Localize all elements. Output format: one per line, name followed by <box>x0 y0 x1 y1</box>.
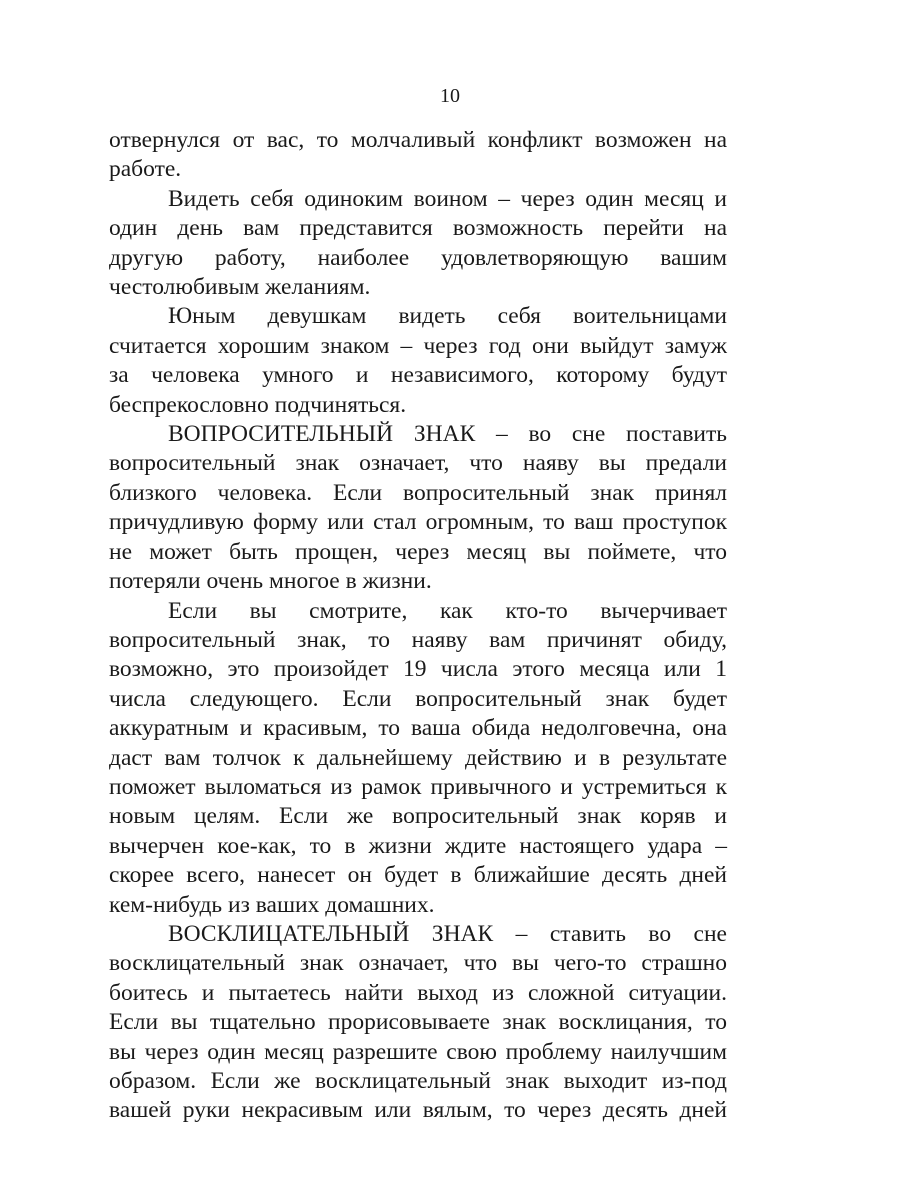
text-line: Если вы смотрите, как кто-то вычерчивает <box>168 597 727 624</box>
text-line: потеряли очень многое в жизни. <box>109 568 432 595</box>
paragraph-entry-question-mark <box>109 420 727 596</box>
text-line: ВОСКЛИЦАТЕЛЬНЫЙ ЗНАК – ставить во сне <box>168 920 727 947</box>
text-line: работе. <box>109 156 182 183</box>
text-line: причудливую форму или стал огромным, то ваш проступок <box>109 509 727 536</box>
text-line: аккуратным и красивым, то ваша обида недолговечна, она <box>109 715 727 742</box>
text-line: вопросительный знак означает, что наяву вы предали <box>109 450 727 477</box>
paragraph <box>109 185 727 303</box>
text-line: восклицательный знак означает, что вы чего-то страшно <box>109 950 727 977</box>
page-body-text <box>109 126 727 1126</box>
paragraph-entry-exclamation-mark <box>109 920 727 1126</box>
text-line: возможно, это произойдет 19 числа этого месяца или 1 <box>109 656 727 683</box>
text-line: не может быть прощен, через месяц вы поймете, что <box>109 538 727 565</box>
text-line: образом. Если же восклицательный знак выходит из-под <box>109 1068 727 1094</box>
text-line: боитесь и пытаетесь найти выход из сложной ситуации. <box>109 979 727 1006</box>
text-line: один день вам представится возможность перейти на <box>109 215 727 242</box>
text-line: считается хорошим знаком – через год они выйдут замуж <box>109 332 727 359</box>
text-line: вычерчен кое-как, то в жизни ждите настоящего удара – <box>109 832 727 859</box>
text-line: Если вы тщательно прорисовываете знак восклицания, то <box>109 1009 727 1036</box>
text-line: вы через один месяц разрешите свою проблему наилучшим <box>109 1038 727 1065</box>
paragraph <box>109 126 727 185</box>
text-line: числа следующего. Если вопросительный знак будет <box>109 685 727 712</box>
text-line: ВОПРОСИТЕЛЬНЫЙ ЗНАК – во сне поставить <box>168 421 727 448</box>
text-line: близкого человека. Если вопросительный знак принял <box>109 479 727 506</box>
text-line: за человека умного и независимого, которому будут <box>109 362 727 389</box>
paragraph <box>109 597 727 920</box>
text-line: кем-нибудь из ваших домашних. <box>109 891 435 918</box>
text-line: другую работу, наиболее удовлетворяющую вашим <box>109 244 727 271</box>
text-line: вашей руки некрасивым или вялым, то через десять дней <box>109 1097 727 1124</box>
text-line: Видеть себя одиноким воином – через один месяц и <box>168 185 727 212</box>
text-line: скорее всего, нанесет он будет в ближайшие десять дней <box>109 862 727 889</box>
text-line: даст вам толчок к дальнейшему действию и в результате <box>109 744 727 771</box>
text-line: Юным девушкам видеть себя воительницами <box>168 303 727 330</box>
text-line: вопросительный знак, то наяву вам причинят обиду, <box>109 626 727 653</box>
text-line: отвернулся от вас, то молчаливый конфликт возможен на <box>109 127 727 153</box>
text-line: поможет выломаться из рамок привычного и устремиться к <box>109 773 727 800</box>
text-line: новым целям. Если же вопросительный знак коряв и <box>109 803 727 830</box>
text-line: честолюбивым желаниям. <box>109 274 371 301</box>
text-line: беспрекословно подчиняться. <box>109 391 407 418</box>
page-number: 10 <box>440 85 460 107</box>
paragraph <box>109 302 727 420</box>
